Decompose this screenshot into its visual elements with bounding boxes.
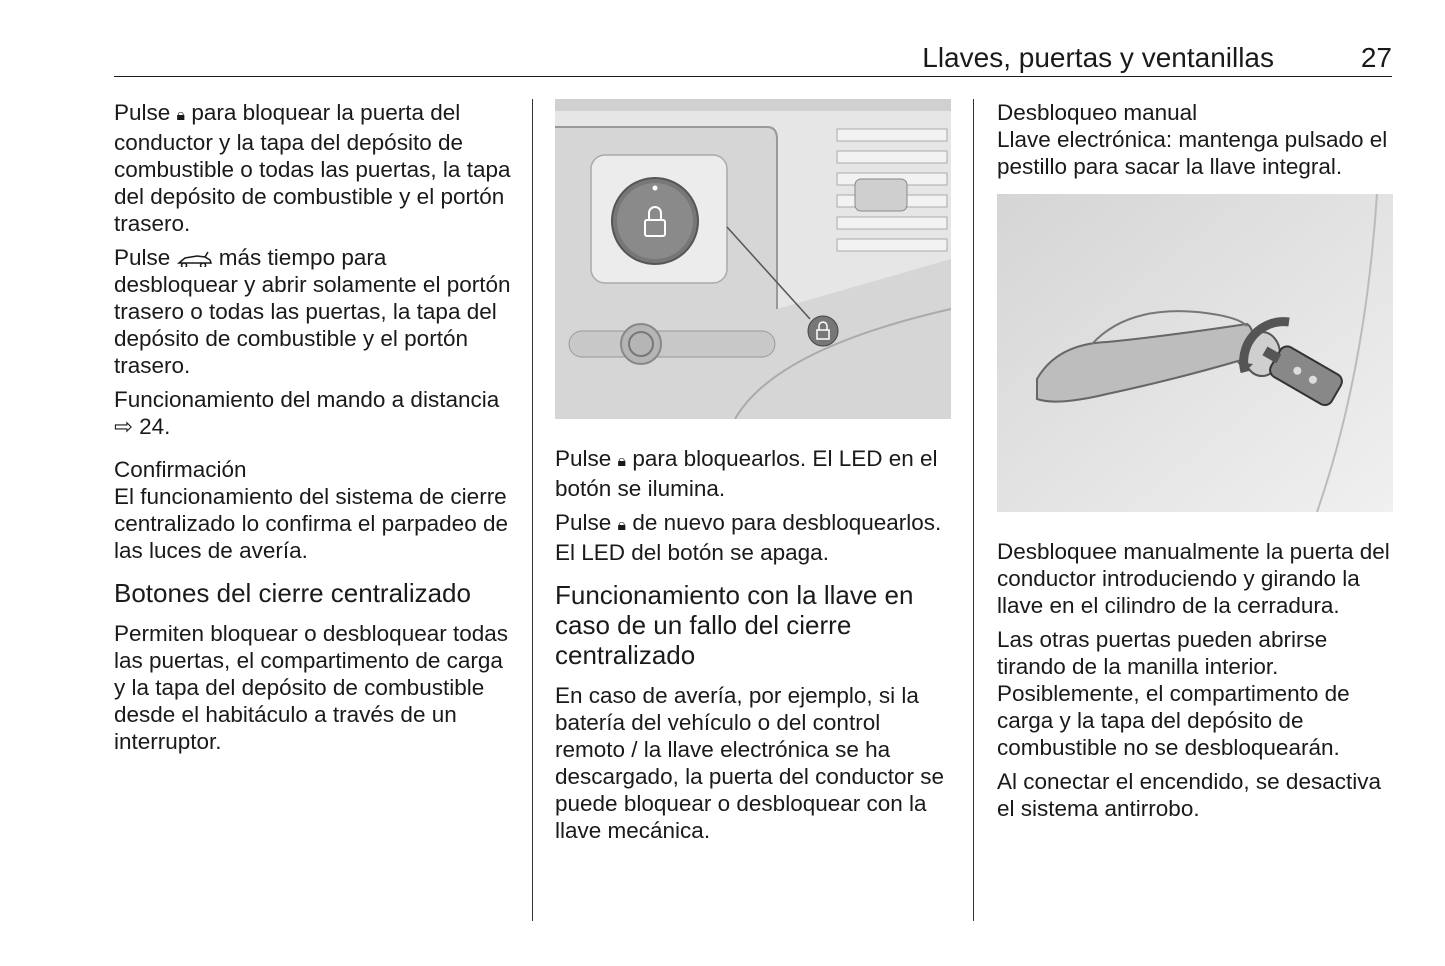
subheading: Confirmación	[114, 457, 247, 482]
paragraph: El funcionamiento del sistema de cierre centralizado lo confirma el parpadeo de las luces de avería.	[114, 484, 508, 563]
paragraph: Pulse 🔒︎ para bloquear la puerta del conductor y la tapa del depósito de combustible o todas las puertas, la tapa del depósito de combustible y el portón trasero.	[114, 100, 511, 236]
lock-icon: 🔒︎	[617, 517, 627, 534]
column-right	[997, 99, 1397, 829]
subheading: Desbloqueo manual	[997, 100, 1198, 125]
paragraph: Pulse 🔒︎ para bloquearlos. El LED en el botón se ilumina.	[555, 446, 938, 501]
section-title: Llaves, puertas y ventanillas	[922, 42, 1274, 73]
page-header	[114, 40, 1392, 77]
central-lock-button-illustration	[555, 99, 951, 419]
paragraph: Las otras puertas pueden abrirse tirando de la manilla interior. Posiblemente, el compartimento de carga y la tapa del depósito de combustible no se desbloquearán.	[997, 627, 1350, 760]
lock-icon: 🔒︎	[617, 453, 627, 470]
column-divider	[973, 99, 974, 921]
column-left	[114, 99, 514, 762]
paragraph: Funcionamiento del mando a distancia ⇨ 24.	[114, 387, 500, 439]
car-tailgate-icon	[177, 251, 213, 267]
lock-icon: 🔒︎	[176, 107, 186, 124]
section-heading: Botones del cierre centralizado	[114, 578, 471, 608]
paragraph: Pulse más tiempo para desbloquear y abrir solamente el portón trasero o todas las puertas, la tapa del depósito de combustible y el portón trasero.	[114, 245, 511, 378]
page-number: 27	[1360, 42, 1392, 73]
column-middle	[555, 99, 955, 851]
paragraph: Pulse 🔒︎ de nuevo para desbloquearlos. El LED del botón se apaga.	[555, 510, 942, 565]
column-divider	[532, 99, 533, 921]
door-handle-key-illustration	[997, 194, 1393, 512]
paragraph: Desbloquee manualmente la puerta del conductor introduciendo y girando la llave en el cilindro de la cerradura.	[997, 539, 1390, 618]
paragraph: Al conectar el encendido, se desactiva el sistema antirrobo.	[997, 769, 1381, 821]
paragraph: Llave electrónica: mantenga pulsado el pestillo para sacar la llave integral.	[997, 127, 1388, 179]
paragraph: En caso de avería, por ejemplo, si la batería del vehículo o del control remoto / la llave electrónica se ha descargado, la puerta del conductor se puede bloquear o desbloquear con la llave mecánica.	[555, 683, 945, 843]
section-heading: Funcionamiento con la llave en caso de un fallo del cierre centralizado	[555, 580, 914, 670]
reference-arrow-icon: ⇨	[114, 414, 133, 439]
paragraph: Permiten bloquear o desbloquear todas las puertas, el compartimento de carga y la tapa del depósito de combustible desde el habitáculo a través de un interruptor.	[114, 621, 509, 754]
